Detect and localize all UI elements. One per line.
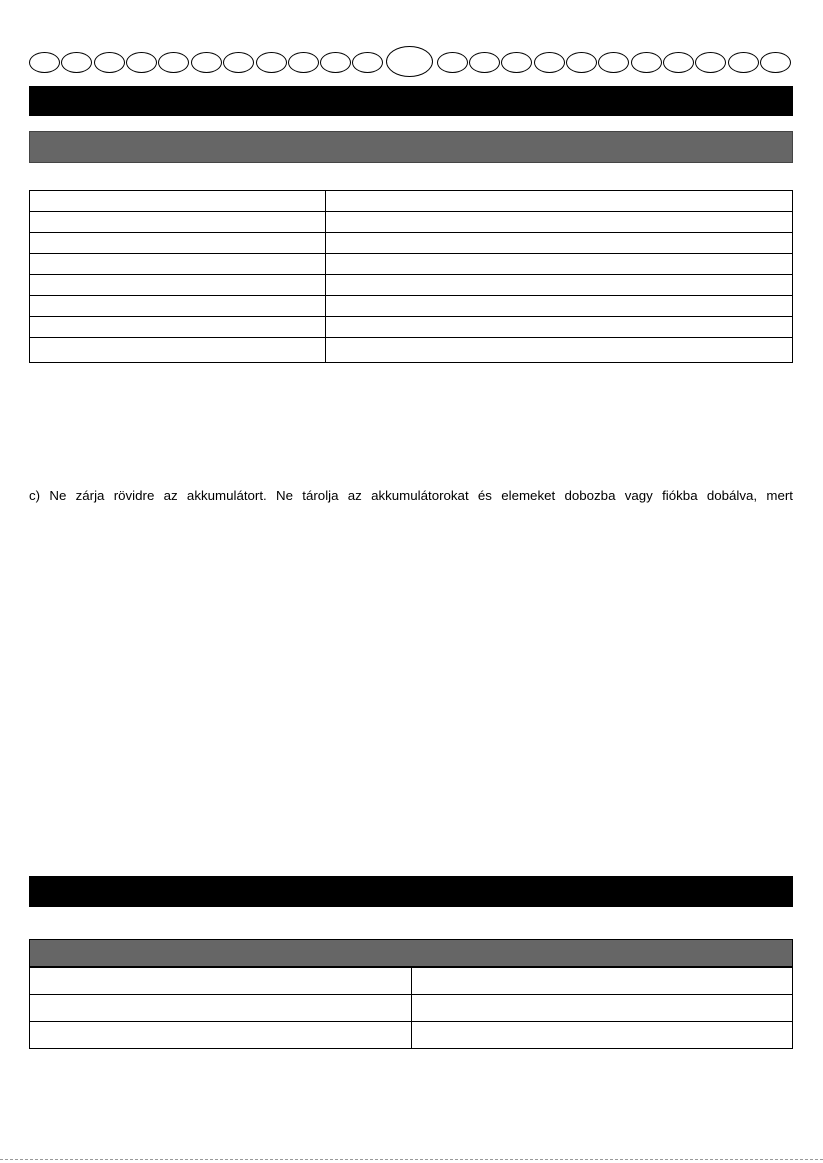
table-cell — [30, 968, 412, 995]
language-tab[interactable] — [29, 52, 60, 73]
language-tab[interactable] — [437, 52, 468, 73]
table-row — [30, 275, 793, 296]
spec-label-cell — [30, 233, 326, 254]
spec-value-cell — [326, 254, 793, 275]
language-tab[interactable] — [760, 52, 791, 73]
language-tab[interactable] — [631, 52, 662, 73]
spec-label-cell — [30, 317, 326, 338]
section-header-bar — [29, 86, 793, 116]
table-cell — [412, 968, 793, 995]
page-footer-rule — [0, 1159, 823, 1163]
language-tab[interactable] — [566, 52, 597, 73]
language-tab[interactable] — [288, 52, 319, 73]
table-cell — [412, 995, 793, 1022]
language-tab[interactable] — [501, 52, 532, 73]
language-tab[interactable] — [158, 52, 189, 73]
language-tab[interactable] — [352, 52, 383, 73]
language-tab[interactable] — [61, 52, 92, 73]
spec-value-cell — [326, 317, 793, 338]
spec-label-cell — [30, 212, 326, 233]
language-tab[interactable] — [191, 52, 222, 73]
safety-paragraph: c) Ne zárja rövidre az akkumulátort. Ne tárolja az akkumulátorokat és elemeket dobozba vagy fiókba dobálva, mert — [29, 488, 793, 503]
table-row — [30, 296, 793, 317]
language-tab[interactable] — [320, 52, 351, 73]
table-row — [30, 212, 793, 233]
table-cell — [30, 995, 412, 1022]
specifications-table — [29, 190, 793, 363]
language-tab[interactable] — [126, 52, 157, 73]
language-tab[interactable] — [256, 52, 287, 73]
spec-value-cell — [326, 338, 793, 363]
section-header-bar-2 — [29, 876, 793, 907]
spec-value-cell — [326, 233, 793, 254]
spec-value-cell — [326, 296, 793, 317]
language-tab[interactable] — [534, 52, 565, 73]
table-row — [30, 233, 793, 254]
spec-label-cell — [30, 296, 326, 317]
language-tab[interactable] — [598, 52, 629, 73]
spec-label-cell — [30, 338, 326, 363]
spec-value-cell — [326, 212, 793, 233]
table-row — [30, 968, 793, 995]
bottom-table — [29, 967, 793, 1049]
table-row — [30, 317, 793, 338]
spec-value-cell — [326, 191, 793, 212]
spec-label-cell — [30, 254, 326, 275]
language-tab[interactable] — [728, 52, 759, 73]
table-row — [30, 191, 793, 212]
table-header-bar — [29, 939, 793, 967]
table-row — [30, 995, 793, 1022]
language-tab-selected[interactable] — [386, 46, 433, 77]
spec-label-cell — [30, 191, 326, 212]
language-tab[interactable] — [223, 52, 254, 73]
language-tab[interactable] — [469, 52, 500, 73]
language-tab[interactable] — [663, 52, 694, 73]
language-tab[interactable] — [695, 52, 726, 73]
spec-label-cell — [30, 275, 326, 296]
section-subheader-bar — [29, 131, 793, 163]
table-cell — [412, 1022, 793, 1049]
language-tab[interactable] — [94, 52, 125, 73]
spec-value-cell — [326, 275, 793, 296]
table-row — [30, 254, 793, 275]
table-cell — [30, 1022, 412, 1049]
table-row — [30, 338, 793, 363]
table-row — [30, 1022, 793, 1049]
